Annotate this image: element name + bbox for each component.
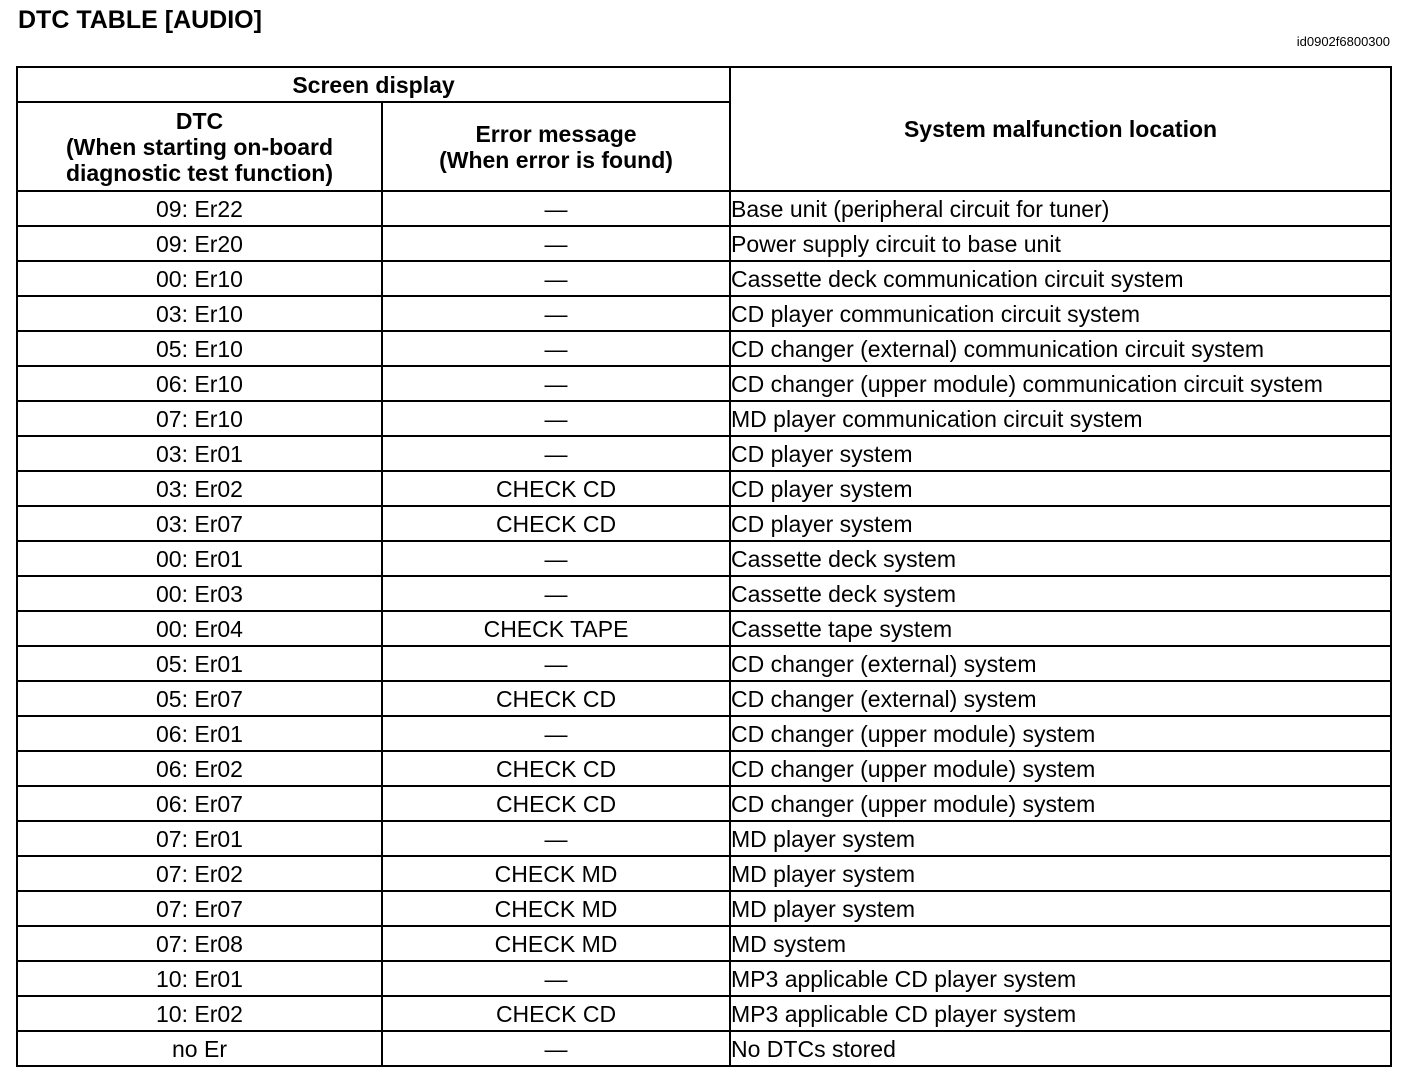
error-message-cell: CHECK CD (382, 751, 730, 786)
malfunction-location-cell: No DTCs stored (730, 1031, 1391, 1066)
dtc-code-cell: 00: Er04 (17, 611, 382, 646)
error-message-cell: — (382, 191, 730, 226)
table-row (17, 261, 1391, 296)
malfunction-location-cell: MD player system (730, 856, 1391, 891)
dtc-code-cell: 09: Er22 (17, 191, 382, 226)
error-message-cell: CHECK MD (382, 891, 730, 926)
malfunction-location-cell: CD player system (730, 506, 1391, 541)
table-row (17, 471, 1391, 506)
dtc-code-cell: 00: Er01 (17, 541, 382, 576)
error-message-cell: CHECK TAPE (382, 611, 730, 646)
malfunction-location-cell: CD changer (external) system (730, 681, 1391, 716)
table-row (17, 226, 1391, 261)
table-row (17, 786, 1391, 821)
dtc-code-cell: 03: Er01 (17, 436, 382, 471)
dtc-code-cell: 07: Er10 (17, 401, 382, 436)
malfunction-location-cell: MP3 applicable CD player system (730, 996, 1391, 1031)
table-row (17, 331, 1391, 366)
malfunction-location-cell: CD player system (730, 436, 1391, 471)
error-message-cell: CHECK CD (382, 681, 730, 716)
table-row (17, 961, 1391, 996)
dtc-code-cell: 05: Er07 (17, 681, 382, 716)
dtc-code-cell: 06: Er02 (17, 751, 382, 786)
table-row (17, 681, 1391, 716)
error-message-cell: CHECK CD (382, 506, 730, 541)
error-message-cell: CHECK MD (382, 926, 730, 961)
dtc-code-cell: 05: Er10 (17, 331, 382, 366)
location-header: System malfunction location (730, 67, 1391, 191)
error-message-cell: CHECK MD (382, 856, 730, 891)
dtc-code-cell: 07: Er07 (17, 891, 382, 926)
table-row (17, 996, 1391, 1031)
malfunction-location-cell: Cassette deck system (730, 576, 1391, 611)
page-title: DTC TABLE [AUDIO] (18, 6, 262, 34)
table-row (17, 296, 1391, 331)
error-message-cell: — (382, 541, 730, 576)
error-message-cell: — (382, 436, 730, 471)
dtc-code-cell: 00: Er03 (17, 576, 382, 611)
dtc-code-cell: 07: Er01 (17, 821, 382, 856)
error-message-cell: CHECK CD (382, 786, 730, 821)
dtc-code-cell: no Er (17, 1031, 382, 1066)
table-row (17, 541, 1391, 576)
dtc-code-cell: 03: Er07 (17, 506, 382, 541)
malfunction-location-cell: MD player system (730, 891, 1391, 926)
dtc-code-cell: 10: Er01 (17, 961, 382, 996)
error-message-cell: — (382, 331, 730, 366)
table-row (17, 611, 1391, 646)
table-row (17, 821, 1391, 856)
dtc-code-cell: 07: Er08 (17, 926, 382, 961)
dtc-table (16, 66, 1392, 1067)
error-message-cell: — (382, 366, 730, 401)
malfunction-location-cell: Power supply circuit to base unit (730, 226, 1391, 261)
dtc-header-line: (When starting on-board (65, 133, 334, 160)
dtc-code-cell: 05: Er01 (17, 646, 382, 681)
malfunction-location-cell: MD player communication circuit system (730, 401, 1391, 436)
table-row (17, 401, 1391, 436)
error-message-cell: — (382, 576, 730, 611)
error-message-header-line: (When error is found) (439, 146, 673, 173)
dtc-code-cell: 10: Er02 (17, 996, 382, 1031)
malfunction-location-cell: Base unit (peripheral circuit for tuner) (730, 191, 1391, 226)
dtc-header (17, 102, 382, 191)
malfunction-location-cell: MP3 applicable CD player system (730, 961, 1391, 996)
error-message-cell: — (382, 646, 730, 681)
error-message-cell: — (382, 821, 730, 856)
error-message-header-line: Error message (475, 120, 637, 147)
dtc-code-cell: 06: Er01 (17, 716, 382, 751)
error-message-header (382, 102, 730, 191)
malfunction-location-cell: CD changer (upper module) system (730, 751, 1391, 786)
table-row (17, 751, 1391, 786)
table-row (17, 1031, 1391, 1066)
table-row (17, 576, 1391, 611)
malfunction-location-cell: CD changer (external) communication circuit system (730, 331, 1391, 366)
malfunction-location-cell: CD player system (730, 471, 1391, 506)
malfunction-location-cell: MD system (730, 926, 1391, 961)
dtc-code-cell: 09: Er20 (17, 226, 382, 261)
table-row (17, 191, 1391, 226)
dtc-code-cell: 06: Er07 (17, 786, 382, 821)
error-message-cell: — (382, 961, 730, 996)
dtc-code-cell: 03: Er02 (17, 471, 382, 506)
table-row (17, 716, 1391, 751)
malfunction-location-cell: MD player system (730, 821, 1391, 856)
dtc-header-line: DTC (175, 107, 224, 134)
malfunction-location-cell: CD changer (upper module) system (730, 716, 1391, 751)
dtc-code-cell: 06: Er10 (17, 366, 382, 401)
error-message-cell: — (382, 716, 730, 751)
malfunction-location-cell: Cassette deck system (730, 541, 1391, 576)
table-row (17, 856, 1391, 891)
screen-display-header: Screen display (17, 67, 730, 102)
table-row (17, 506, 1391, 541)
table-row (17, 926, 1391, 961)
document-id: id0902f6800300 (1296, 34, 1390, 49)
malfunction-location-cell: CD changer (external) system (730, 646, 1391, 681)
malfunction-location-cell: Cassette tape system (730, 611, 1391, 646)
dtc-code-cell: 07: Er02 (17, 856, 382, 891)
dtc-code-cell: 00: Er10 (17, 261, 382, 296)
error-message-cell: — (382, 1031, 730, 1066)
malfunction-location-cell: Cassette deck communication circuit system (730, 261, 1391, 296)
error-message-cell: — (382, 401, 730, 436)
table-row (17, 891, 1391, 926)
error-message-cell: CHECK CD (382, 996, 730, 1031)
dtc-table-body (17, 191, 1391, 1066)
malfunction-location-cell: CD player communication circuit system (730, 296, 1391, 331)
malfunction-location-cell: CD changer (upper module) communication circuit system (730, 366, 1391, 401)
error-message-cell: — (382, 296, 730, 331)
error-message-cell: — (382, 226, 730, 261)
dtc-header-line: diagnostic test function) (65, 159, 334, 186)
malfunction-location-cell: CD changer (upper module) system (730, 786, 1391, 821)
error-message-cell: — (382, 261, 730, 296)
dtc-code-cell: 03: Er10 (17, 296, 382, 331)
table-row (17, 646, 1391, 681)
table-row (17, 366, 1391, 401)
error-message-cell: CHECK CD (382, 471, 730, 506)
table-row (17, 436, 1391, 471)
